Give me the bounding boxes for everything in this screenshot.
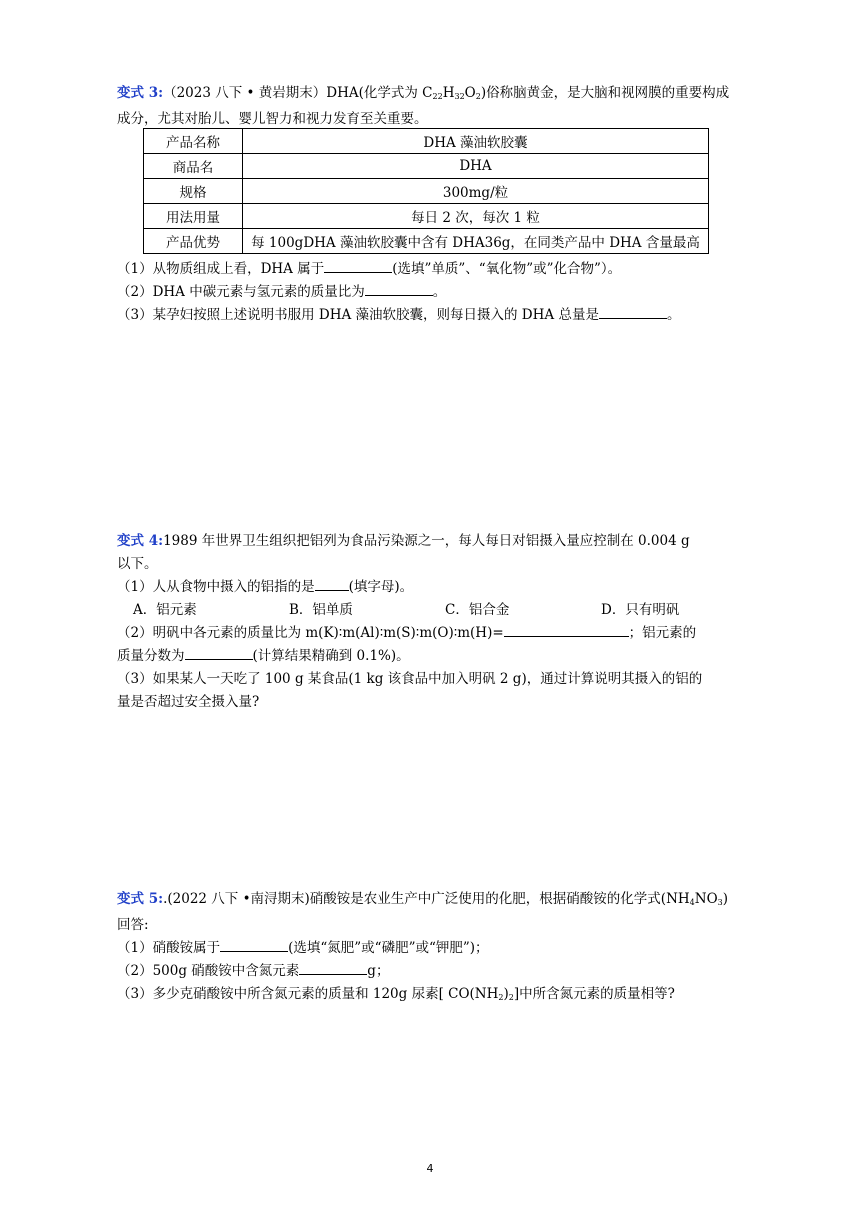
answer-blank[interactable] — [504, 622, 629, 637]
q4-part3-cont: 量是否超过安全摄入量? — [117, 694, 260, 710]
q5-p3sub2: 2 — [508, 993, 514, 1002]
answer-blank[interactable] — [365, 281, 433, 296]
q3-intro-d: )俗称脑黄金，是大脑和视网膜的重要构成 — [480, 85, 730, 101]
question-5 — [117, 888, 757, 1009]
choice-c[interactable]: C．铝合金 — [445, 602, 510, 618]
table-row — [144, 204, 709, 229]
choice-a[interactable]: A．铝元素 — [133, 602, 197, 618]
q3-p2a: （2）DHA 中碳元素与氢元素的质量比为 — [117, 284, 365, 300]
table-key: 产品优势 — [144, 229, 243, 254]
q3-label: 变式 3: — [117, 85, 164, 101]
table-row — [144, 229, 709, 254]
q3-intro-b: H — [442, 85, 455, 101]
q4-intro-a: 1989 年世界卫生组织把铝列为食品污染源之一，每人每日对铝摄入量应控制在 0.004 g — [163, 533, 690, 549]
q4-part3: （3）如果某人一天吃了 100 g 某食品(1 kg 该食品中加入明矾 2 g)，通过计算说明其摄入的铝的 — [117, 671, 703, 687]
table-key: 规格 — [144, 179, 243, 204]
q3-sub1: 22 — [432, 92, 443, 101]
question-3 — [117, 82, 757, 131]
question-4 — [117, 530, 757, 714]
answer-blank[interactable] — [315, 576, 349, 591]
table-row — [144, 129, 709, 154]
q4-part2 — [117, 622, 757, 645]
q5-part2 — [117, 960, 757, 983]
table-value: DHA — [243, 154, 709, 179]
q3-p3b: 。 — [666, 307, 681, 323]
q3-intro-line2: 成分，尤其对胎儿、婴儿智力和视力发育至关重要。 — [117, 111, 428, 127]
q3-intro-line1 — [117, 82, 757, 108]
q3-sub3: 2 — [475, 92, 481, 101]
q5-p3a: （3）多少克硝酸铵中所含氮元素的质量和 120g 尿素[ CO(NH — [117, 986, 499, 1002]
q3-parts — [117, 258, 757, 327]
q3-p1b: (选填”单质”、“氧化物”或”化合物”）。 — [392, 261, 622, 277]
q3-intro-c: O — [464, 85, 476, 101]
q5-part1 — [117, 937, 757, 960]
choice-d[interactable]: D．只有明矾 — [601, 602, 680, 618]
q3-p2b: 。 — [432, 284, 447, 300]
q3-p3a: （3）某孕妇按照上述说明书服用 DHA 藻油软胶囊，则每日摄入的 DHA 总量是 — [117, 307, 599, 323]
answer-blank[interactable] — [299, 960, 367, 975]
table-key: 商品名 — [144, 154, 243, 179]
table-value: 每日 2 次，每次 1 粒 — [243, 204, 709, 229]
answer-blank[interactable] — [324, 258, 392, 273]
q3-intro-a: DHA(化学式为 C — [326, 85, 433, 101]
q5-p1b: (选填“氮肥”或“磷肥”或“钾肥”)； — [288, 940, 489, 956]
table-key: 用法用量 — [144, 204, 243, 229]
q5-p2b: g； — [367, 963, 390, 979]
table-row — [144, 154, 709, 179]
q5-label: 变式 5: — [117, 891, 164, 907]
q3-source: （2023 八下 • 黄岩期末） — [163, 85, 327, 101]
q3-part1 — [117, 258, 757, 281]
q5-p3b: ) — [503, 986, 509, 1002]
q5-intro-a: .(2022 八下 •南浔期末)硝酸铵是农业生产中广泛使用的化肥，根据硝酸铵的化学式(NH — [163, 891, 690, 907]
answer-blank[interactable] — [599, 304, 667, 319]
q3-p1a: （1）从物质组成上看，DHA 属于 — [117, 261, 325, 277]
table-key: 产品名称 — [144, 129, 243, 154]
q5-intro-line2: 回答: — [117, 917, 149, 933]
q5-intro-line1 — [117, 888, 757, 914]
q5-part3 — [117, 983, 757, 1009]
q4-part1 — [117, 576, 757, 599]
q3-sub2: 32 — [454, 92, 465, 101]
q4-p2a: （2）明矾中各元素的质量比为 m(K)∶m(Al)∶m(S)∶m(O)∶m(H)= — [117, 625, 504, 641]
q4-p1a: （1）人从食物中摄入的铝指的是 — [117, 579, 315, 595]
page-number: 4 — [426, 1162, 434, 1175]
q4-p2d: (计算结果精确到 0.1%)。 — [252, 648, 410, 664]
q4-intro-line1 — [117, 530, 757, 553]
q4-part2-cont — [117, 645, 757, 668]
q4-label: 变式 4: — [117, 533, 164, 549]
q4-choices — [117, 599, 757, 622]
q3-part3 — [117, 304, 757, 327]
q5-sub1: 4 — [689, 898, 695, 907]
q4-intro-line2: 以下。 — [117, 556, 158, 572]
q5-intro-c: ) — [722, 891, 729, 907]
q4-p2b: ；铝元素的 — [628, 625, 697, 641]
choice-b[interactable]: B．铝单质 — [289, 602, 353, 618]
q5-p3sub: 2 — [498, 993, 504, 1002]
product-spec-table — [143, 128, 709, 254]
table-row — [144, 179, 709, 204]
table-value: 300mg/粒 — [243, 179, 709, 204]
table-value: 每 100gDHA 藻油软胶囊中含有 DHA36g，在同类产品中 DHA 含量最高 — [243, 229, 709, 254]
q4-p2c: 质量分数为 — [117, 648, 185, 664]
q5-p3c: ]中所含氮元素的质量相等? — [513, 986, 675, 1002]
q5-intro-b: NO — [694, 891, 718, 907]
q4-p1b: (填字母)。 — [348, 579, 414, 595]
q5-p1a: （1）硝酸铵属于 — [117, 940, 221, 956]
answer-blank[interactable] — [185, 645, 253, 660]
table-value: DHA 藻油软胶囊 — [243, 129, 709, 154]
q5-p2a: （2）500g 硝酸铵中含氮元素 — [117, 963, 300, 979]
q3-part2 — [117, 281, 757, 304]
answer-blank[interactable] — [220, 937, 288, 952]
q5-sub2: 3 — [717, 898, 723, 907]
